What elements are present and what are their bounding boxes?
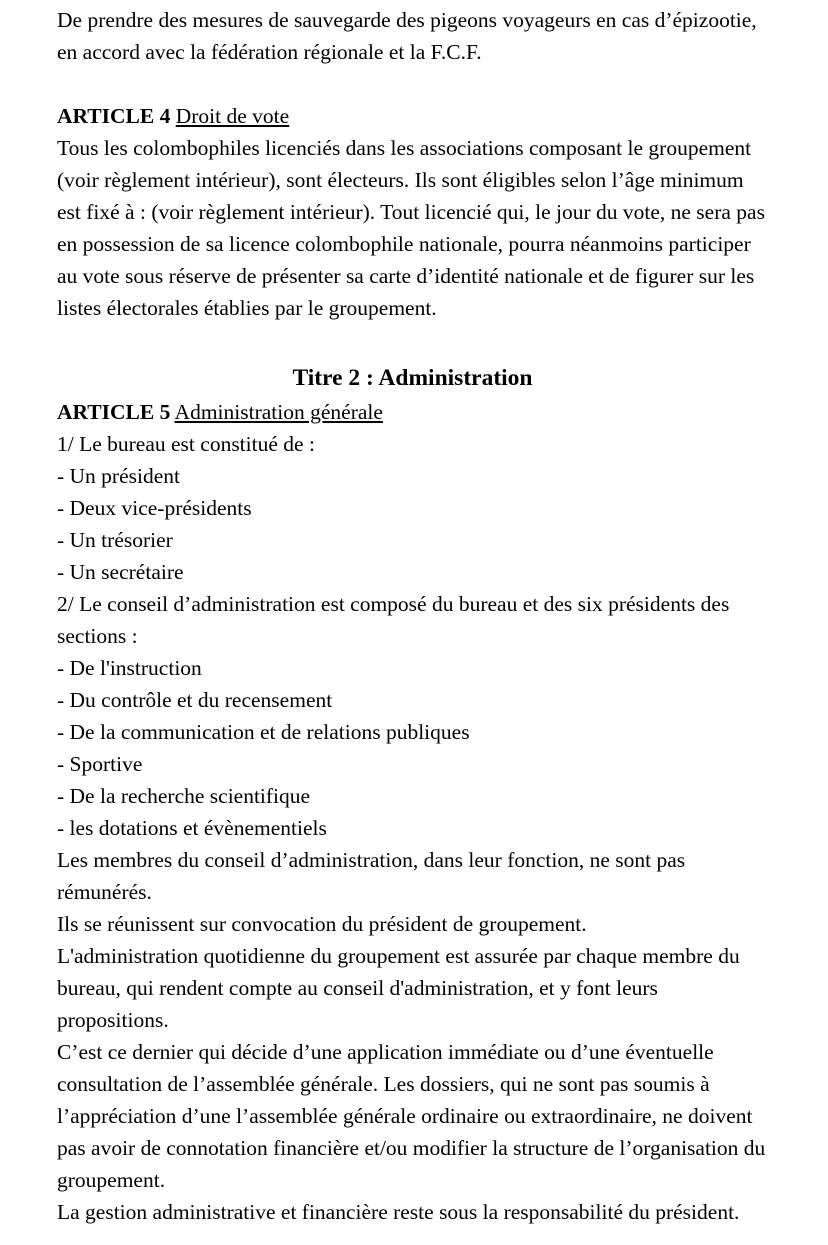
article-5-paragraph: L'administration quotidienne du groupement est assurée par chaque membre du bureau, qui rendent compte au conseil d'administration, et y font leurs propositions.	[57, 944, 740, 1032]
list-item: - Sportive	[57, 752, 143, 776]
article-4-subtitle: Droit de vote	[175, 104, 290, 128]
list-item: - De la communication et de relations publiques	[57, 720, 470, 744]
article-5-heading	[57, 396, 768, 428]
article-5-paragraph: Ils se réunissent sur convocation du président de groupement.	[57, 912, 587, 936]
list-item: - Deux vice-présidents	[57, 496, 252, 520]
article-4-body: Tous les colombophiles licenciés dans les associations composant le groupement (voir règlement intérieur), sont électeurs. Ils sont éligibles selon l’âge minimum est fixé à : (voir règlement intérieur). Tout licencié qui, le jour du vote, ne sera pas en possession de sa licence colombophile nationale, pourra néanmoins participer au vote sous réserve de présenter sa carte d’identité nationale et de figurer sur les listes électorales établies par le groupement.	[57, 136, 765, 320]
list-item: - Un secrétaire	[57, 560, 184, 584]
list-item: - De la recherche scientifique	[57, 784, 311, 808]
article-4-label: ARTICLE 4	[57, 104, 171, 128]
article-4-heading	[57, 100, 768, 132]
article-5-label: ARTICLE 5	[57, 400, 171, 424]
article-5-paragraph: La gestion administrative et financière reste sous la responsabilité du président.	[57, 1200, 740, 1224]
intro-paragraph: De prendre des mesures de sauvegarde des pigeons voyageurs en cas d’épizootie, en accord avec la fédération régionale et la F.C.F.	[57, 8, 757, 64]
list-item: - De l'instruction	[57, 656, 202, 680]
article-5-paragraph: C’est ce dernier qui décide d’une application immédiate ou d’une éventuelle consultation de l’assemblée générale. Les dossiers, qui ne sont pas soumis à l’appréciation d’une l’assemblée générale ordinaire ou extraordinaire, ne doivent pas avoir de connotation financière et/ou modifier la structure de l’organisation du groupement.	[57, 1040, 766, 1192]
list-item: - les dotations et évènementiels	[57, 816, 327, 840]
article-5-subtitle: Administration générale	[174, 400, 383, 424]
list-item: - Un président	[57, 464, 180, 488]
paragraph-spacer	[57, 68, 768, 100]
title-2-heading: Titre 2 : Administration	[292, 365, 533, 391]
article-5-paragraph: Les membres du conseil d’administration, dans leur fonction, ne sont pas rémunérés.	[57, 848, 686, 904]
list-item: - Du contrôle et du recensement	[57, 688, 333, 712]
clause-1-intro: 1/ Le bureau est constitué de :	[57, 432, 315, 456]
list-item: - Un trésorier	[57, 528, 173, 552]
clause-2-intro: 2/ Le conseil d’administration est composé du bureau et des six présidents des sections :	[57, 592, 730, 648]
section-spacer	[57, 324, 768, 356]
